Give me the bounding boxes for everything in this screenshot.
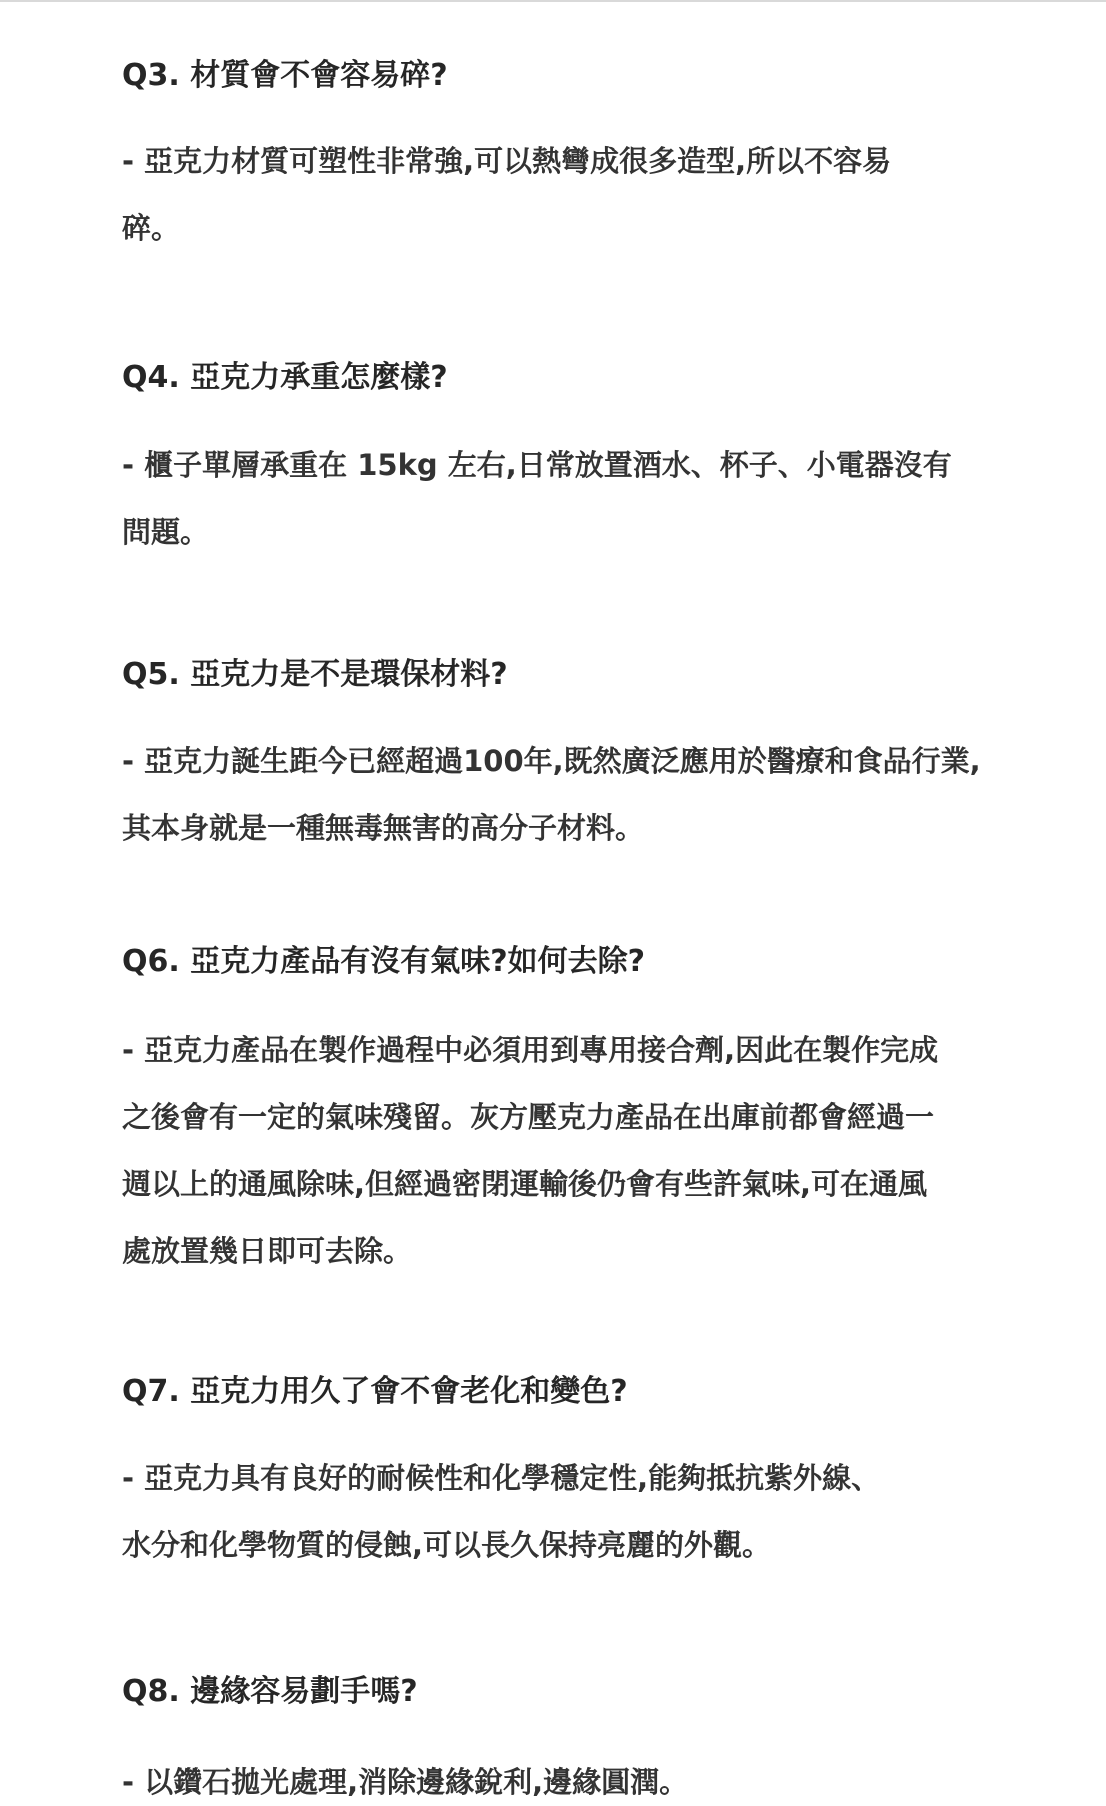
answer-line: - 亞克力材質可塑性非常強,可以熱彎成很多造型,所以不容易 — [122, 144, 892, 178]
answer-q7 — [122, 1458, 992, 1565]
question-q7: Q7. 亞克力用久了會不會老化和變色? — [122, 1374, 628, 1409]
answer-q8 — [122, 1762, 992, 1802]
faq-item-q3 — [122, 56, 992, 248]
answer-line: - 亞克力具有良好的耐候性和化學穩定性,能夠抵抗紫外線、 — [122, 1461, 881, 1495]
faq-item-q7 — [122, 1372, 992, 1565]
answer-line: 週以上的通風除味,但經過密閉運輸後仍會有些許氣味,可在通風 — [122, 1167, 928, 1201]
faq-item-q8 — [122, 1672, 992, 1802]
faq-item-q6 — [122, 942, 992, 1271]
question-q6: Q6. 亞克力產品有沒有氣味?如何去除? — [122, 944, 646, 979]
question-q5: Q5. 亞克力是不是環保材料? — [122, 657, 508, 692]
answer-q4 — [122, 445, 992, 552]
answer-line: 其本身就是一種無毒無害的高分子材料。 — [122, 811, 645, 845]
answer-line: 水分和化學物質的侵蝕,可以長久保持亮麗的外觀。 — [122, 1528, 772, 1562]
question-q8: Q8. 邊緣容易劃手嗎? — [122, 1674, 418, 1709]
answer-q5 — [122, 741, 992, 848]
question-q4: Q4. 亞克力承重怎麼樣? — [122, 360, 448, 395]
top-divider — [0, 0, 1106, 2]
answer-line: 之後會有一定的氣味殘留。灰方壓克力產品在出庫前都會經過一 — [122, 1100, 935, 1134]
answer-line: - 亞克力產品在製作過程中必須用到專用接合劑,因此在製作完成 — [122, 1033, 939, 1067]
answer-line: 碎。 — [122, 211, 181, 245]
faq-item-q4 — [122, 358, 992, 552]
answer-line: - 以鑽石拋光處理,消除邊緣銳利,邊緣圓潤。 — [122, 1765, 689, 1799]
answer-line: - 亞克力誕生距今已經超過100年,既然廣泛應用於醫療和食品行業, — [122, 744, 981, 778]
answer-q3 — [122, 141, 992, 248]
answer-line: - 櫃子單層承重在 15kg 左右,日常放置酒水、杯子、小電器沒有 — [122, 448, 952, 482]
answer-line: 處放置幾日即可去除。 — [122, 1234, 413, 1268]
answer-line: 問題。 — [122, 515, 210, 549]
question-q3: Q3. 材質會不會容易碎? — [122, 58, 448, 93]
faq-item-q5 — [122, 655, 992, 848]
answer-q6 — [122, 1030, 992, 1271]
